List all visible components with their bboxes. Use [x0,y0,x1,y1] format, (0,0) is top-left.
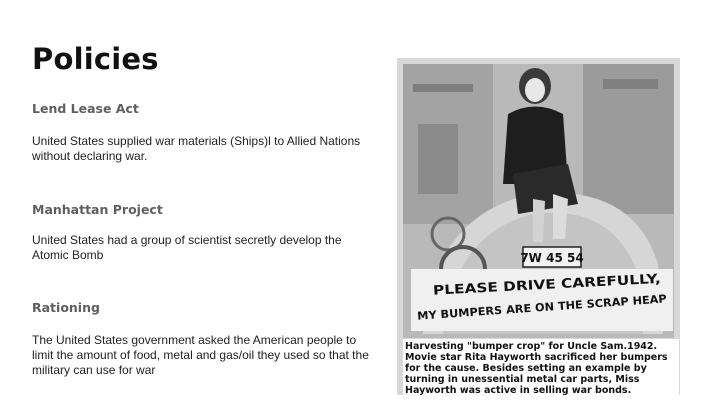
section-body-lend-lease: United States supplied war materials (Ships)l to Allied Nations without declaring war. [32,134,361,163]
section-body-rationing: The United States government asked the American people to limit the amount of food, metal and gas/oil they used so that the military can use for war [32,333,369,377]
historical-photo [397,58,680,395]
photo-caption: Harvesting "bumper crop" for Uncle Sam.1942. Movie star Rita Hayworth sacrificed her bumpers for the cause. Besides setting an example by turning in unessential metal car parts, Miss Hayworth was active in selling war bonds. [403,339,679,395]
photo-illustration [403,64,674,338]
sign-line-2: MY BUMPERS ARE ON THE SCRAP HEAP [416,292,661,323]
section-heading-rationing: Rationing [32,300,100,315]
sign-line-1: PLEASE DRIVE CAREFULLY, [432,273,627,299]
section-body-manhattan: United States had a group of scientist secretly develop the Atomic Bomb [32,233,342,262]
section-heading-manhattan: Manhattan Project [32,202,163,217]
license-plate-text: 7W 45 54 [520,251,584,265]
photo-image [403,64,674,338]
page-title: Policies [32,42,159,76]
section-heading-lend-lease: Lend Lease Act [32,101,139,116]
